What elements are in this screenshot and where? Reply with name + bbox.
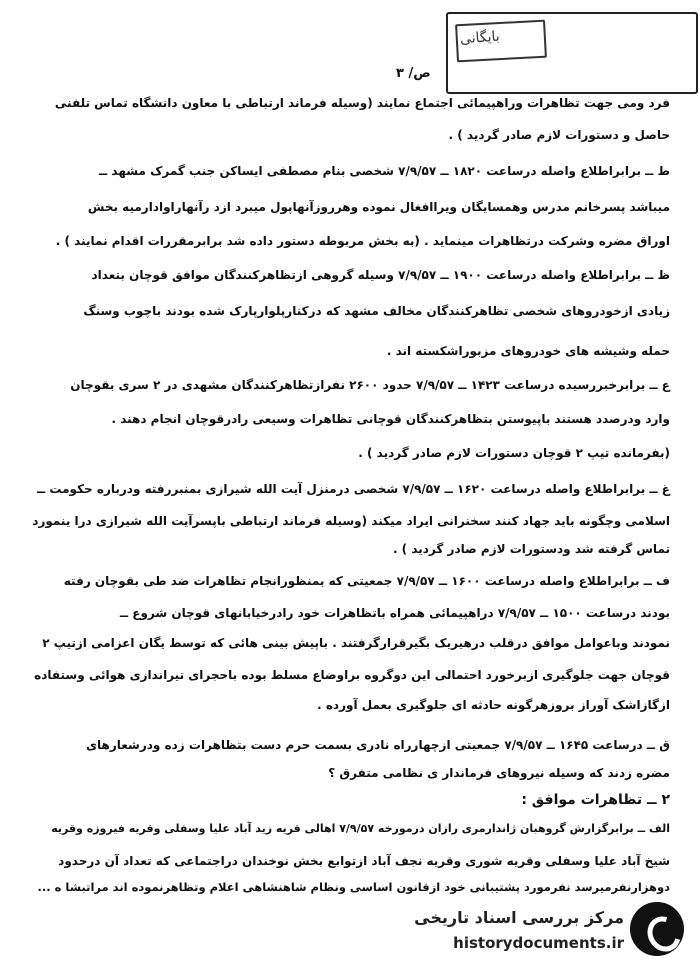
stamp-text: بایگانی bbox=[459, 28, 501, 48]
archive-stamp bbox=[446, 12, 698, 94]
text-line: غ ــ برابراطلاع واصله درساعت ۱۶۲۰ ــ ۷/۹/۵۷ شخصی درمنزل آیت الله شیرازی بمنبررفته ودرباره حکومت ــ bbox=[37, 482, 670, 496]
text-line: زیادی ازخودروهای شخصی تظاهرکنندگان مخالف مشهد که درکنارپلوارپارک شده بودند باچوب وسنگ bbox=[83, 304, 670, 318]
text-line: (بفرمانده تیپ ۲ قوچان دستورات لازم صادر گردید ) . bbox=[358, 446, 670, 460]
watermark-name: مرکز بررسی اسناد تاریخی bbox=[414, 908, 624, 927]
text-line: ظ ــ برابراطلاع واصله درساعت ۱۹۰۰ ــ ۷/۹/۵۷ وسیله گروهی ازتظاهرکنندگان موافق قوچان بتعداد bbox=[91, 268, 670, 282]
watermark-logo-icon bbox=[630, 902, 684, 956]
page-number: ص/ ۳ bbox=[396, 66, 431, 81]
text-line: ف ــ برابراطلاع واصله درساعت ۱۶۰۰ ــ ۷/۹/۵۷ جمعیتی که بمنظورانجام تظاهرات ضد طی بقوچان رفته bbox=[63, 574, 670, 588]
text-line: ط ــ برابراطلاع واصله درساعت ۱۸۲۰ ــ ۷/۹/۵۷ شخصی بنام مصطفی ایساکن جنب گمرک مشهد ــ bbox=[99, 164, 670, 178]
watermark-url: historydocuments.ir bbox=[453, 934, 624, 952]
text-line: شیخ آباد علیا وسفلی وقریه شوری وقریه نجف آباد ازتوابع بخش نوخندان دراجتماعی که تعداد آن درحدود bbox=[58, 854, 670, 868]
section-heading: ۲ ــ تظاهرات موافق : bbox=[521, 792, 670, 808]
text-line: حاصل و دستورات لازم صادر گردید ) . bbox=[448, 128, 670, 142]
text-line: ق ــ درساعت ۱۶۴۵ ــ ۷/۹/۵۷ جمعیتی ازچهارراه نادری بسمت حرم دست بتظاهرات زده ودرشعارهای bbox=[86, 738, 670, 752]
text-line: وارد ودرصدد هستند باپیوستن بتظاهرکنندگان قوچانی تظاهرات وسیعی رادرقوچان انجام دهند . bbox=[111, 412, 670, 426]
text-line: قوچان جهت جلوگیری ازبرخورد احتمالی این دوگروه براوضاع مسلط بوده باحجرای تیراندازی هوائی وستفاده bbox=[34, 668, 670, 682]
text-line: اسلامی وچگونه باید جهاد کنند سخنرانی ایراد میکند (وسیله فرماند ارتباطی باپسرآیت الله شیرازی درا ینمورد bbox=[32, 514, 670, 528]
text-line: میباشد پسرخانم مدرس وهمسایگان ویراافغال نموده وهرروزآنهاپول میبرد ازد رآنهاراوادارمیه بخش bbox=[87, 200, 670, 214]
text-line: فرد ومی جهت تظاهرات وراهپیمائی اجتماع نمایند (وسیله فرماند ارتباطی با معاون دانشگاه تماس تلفنی bbox=[54, 96, 670, 110]
text-line: حمله وشیشه های خودروهای مزبوراشکسته اند . bbox=[386, 344, 670, 358]
text-line: بودند درساعت ۱۵۰۰ ــ ۷/۹/۵۷ دراهپیمائی همراه باتظاهرات خود رادرخیابانهای قوچان شروع ــ bbox=[119, 606, 670, 620]
text-line: اوراق مضره وشرکت درتظاهرات مینماید . (به بخش مربوطه دستور داده شد برابرمقررات اقدام نمایند ) . bbox=[55, 234, 670, 248]
text-line: الف ــ برابرگزارش گروهبان ژاندارمری رازان درمورخه ۷/۹/۵۷ اهالی قریه زید آباد علیا وسفلی وقریه فیروزه وقریه bbox=[51, 822, 670, 835]
text-line: ازگازاشک آوراز بروزهرگونه حادثه ای جلوگیری بعمل آورده . bbox=[317, 698, 670, 712]
text-line: نمودند وباعوامل موافق درقلب درهیریک بگیرقرارگرفتند . باپیش بینی هائی که توسط یگان اعزامی ازتیپ ۲ bbox=[42, 636, 670, 650]
text-line: دوهزارنفرمیرسد نفرمورد پشتیبانی خود ازقانون اساسی ونظام شاهنشاهی اعلام وتظاهرنموده اند مراتبشا ه ... bbox=[37, 880, 670, 894]
text-line: تماس گرفته شد ودستورات لازم صادر گردید ) . bbox=[392, 542, 670, 556]
text-line: مضره زدند که وسیله نیروهای فرماندار ی نظامی متفرق ؟ bbox=[328, 766, 670, 780]
text-line: ع ــ برابرخبررسیده درساعت ۱۴۲۳ ــ ۷/۹/۵۷ حدود ۲۶۰۰ نفرازتظاهرکنندگان مشهدی در ۲ سری بقوچان bbox=[70, 378, 670, 392]
